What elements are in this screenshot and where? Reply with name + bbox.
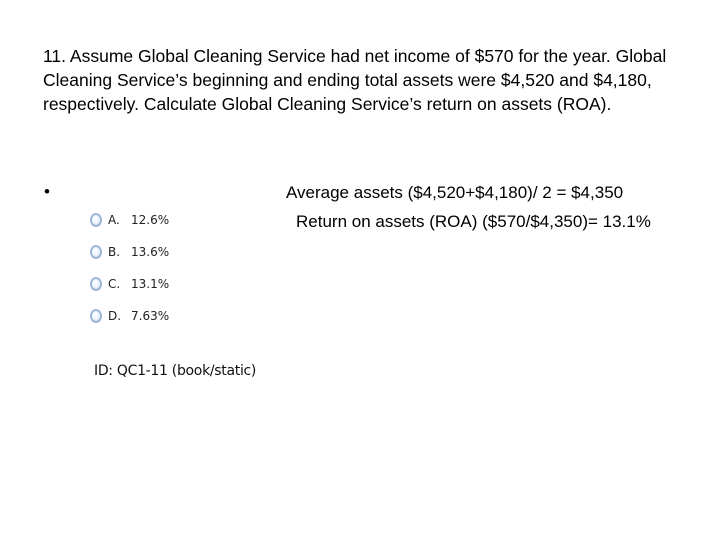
- option-value: 13.6%: [131, 245, 170, 259]
- question-id-label: ID: QC1-11 (book/static): [94, 363, 257, 379]
- option-letter: D.: [108, 309, 122, 323]
- question-text: 11. Assume Global Cleaning Service had net income of $570 for the year. Global Cleaning Service’s beginning and ending total assets were $4,520 and $4,180, respectively. Calculate Global Cleaning Service’s return on assets (ROA).: [43, 46, 667, 114]
- roa-calculation: Return on assets (ROA) ($570/$4,350)= 13.1%: [296, 212, 651, 231]
- option-letter: B.: [108, 245, 121, 259]
- option-value: 12.6%: [131, 213, 170, 227]
- radio-button-icon[interactable]: [90, 245, 102, 259]
- radio-button-icon[interactable]: [90, 309, 102, 323]
- option-value: 7.63%: [131, 309, 170, 323]
- option-value: 13.1%: [131, 277, 170, 291]
- option-d[interactable]: [90, 300, 169, 332]
- option-letter: A.: [108, 213, 120, 227]
- average-assets-calculation: Average assets ($4,520+$4,180)/ 2 = $4,350: [286, 183, 624, 202]
- bullet-point: •: [44, 182, 50, 201]
- answer-options: [90, 204, 169, 332]
- option-b[interactable]: [90, 236, 169, 268]
- radio-button-icon[interactable]: [90, 277, 102, 291]
- option-letter: C.: [108, 277, 121, 291]
- option-a[interactable]: [90, 204, 169, 236]
- radio-button-icon[interactable]: [90, 213, 102, 227]
- option-c[interactable]: [90, 268, 169, 300]
